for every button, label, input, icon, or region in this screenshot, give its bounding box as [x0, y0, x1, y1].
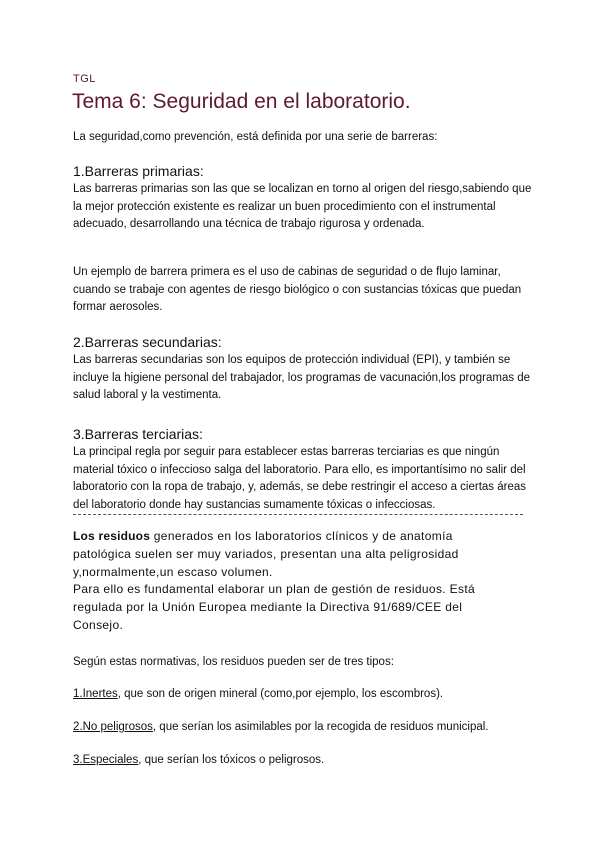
section-paragraph: Las barreras secundarias son los equipos de protección individual (EPI), y también se incluye la higiene personal del trabajador, los programas de vacunación,los programas de salud laboral y la vestimenta. [73, 354, 531, 402]
list-item-label: 1.Inertes [73, 688, 118, 700]
residuos-text: generados en los laboratorios clínicos y de anatomía patológica suelen ser muy variados, presentan una alta peligrosidad y,normalmente,un escaso volumen. [73, 529, 459, 579]
subject-label: TGL [73, 73, 96, 85]
list-item [73, 752, 543, 769]
list-item [73, 686, 543, 703]
list-item [73, 719, 543, 736]
list-item-desc: , que serían los tóxicos o peligrosos. [138, 754, 325, 766]
section-heading-terciarias: 3.Barreras terciarias: [73, 426, 203, 442]
section-paragraph: La principal regla por seguir para establecer estas barreras terciarias es que ningún material tóxico o infeccioso salga del laboratorio. Para ello, es importantísimo no salir del laboratorio con la ropa de trabajo, y, además, se debe restringir el acceso a ciertas áreas del laboratorio donde hay sustancias sumamente tóxicas o infecciosas. [73, 446, 527, 511]
list-item-label: 3.Especiales [73, 754, 139, 766]
residuos-paragraph [73, 528, 513, 635]
dashed-divider [73, 514, 523, 515]
list-item-label: 2.No peligrosos [73, 721, 153, 733]
list-item-desc: , que serían los asimilables por la recogida de residuos municipal. [152, 721, 489, 733]
section-heading-secundarias: 2.Barreras secundarias: [73, 334, 222, 350]
residuos-bold-term: Los residuos [73, 529, 151, 543]
types-intro: Según estas normativas, los residuos pueden ser de tres tipos: [73, 656, 394, 668]
section-paragraph: Un ejemplo de barrera primera es el uso de cabinas de seguridad o de flujo laminar, cuando se trabaje con agentes de riesgo biológico o con sustancias tóxicas que puedan formar aerosoles. [73, 266, 522, 314]
section-paragraph: Las barreras primarias son las que se localizan en torno al origen del riesgo,sabiendo que la mejor protección existente es realizar un buen procedimiento con el instrumental adecuado, desarrollando una técnica de trabajo rigurosa y ordenada. [73, 183, 532, 231]
residuos-regulation-text: Para ello es fundamental elaborar un plan de gestión de residuos. Está regulada por la Unión Europea mediante la Directiva 91/689/CEE del Consejo. [73, 582, 476, 632]
intro-paragraph: La seguridad,como prevención, está definida por una serie de barreras: [73, 131, 438, 143]
page-title: Tema 6: Seguridad en el laboratorio. [72, 90, 411, 113]
list-item-desc: , que son de origen mineral (como,por ejemplo, los escombros). [117, 688, 444, 700]
section-heading-primarias: 1.Barreras primarias: [73, 163, 204, 179]
